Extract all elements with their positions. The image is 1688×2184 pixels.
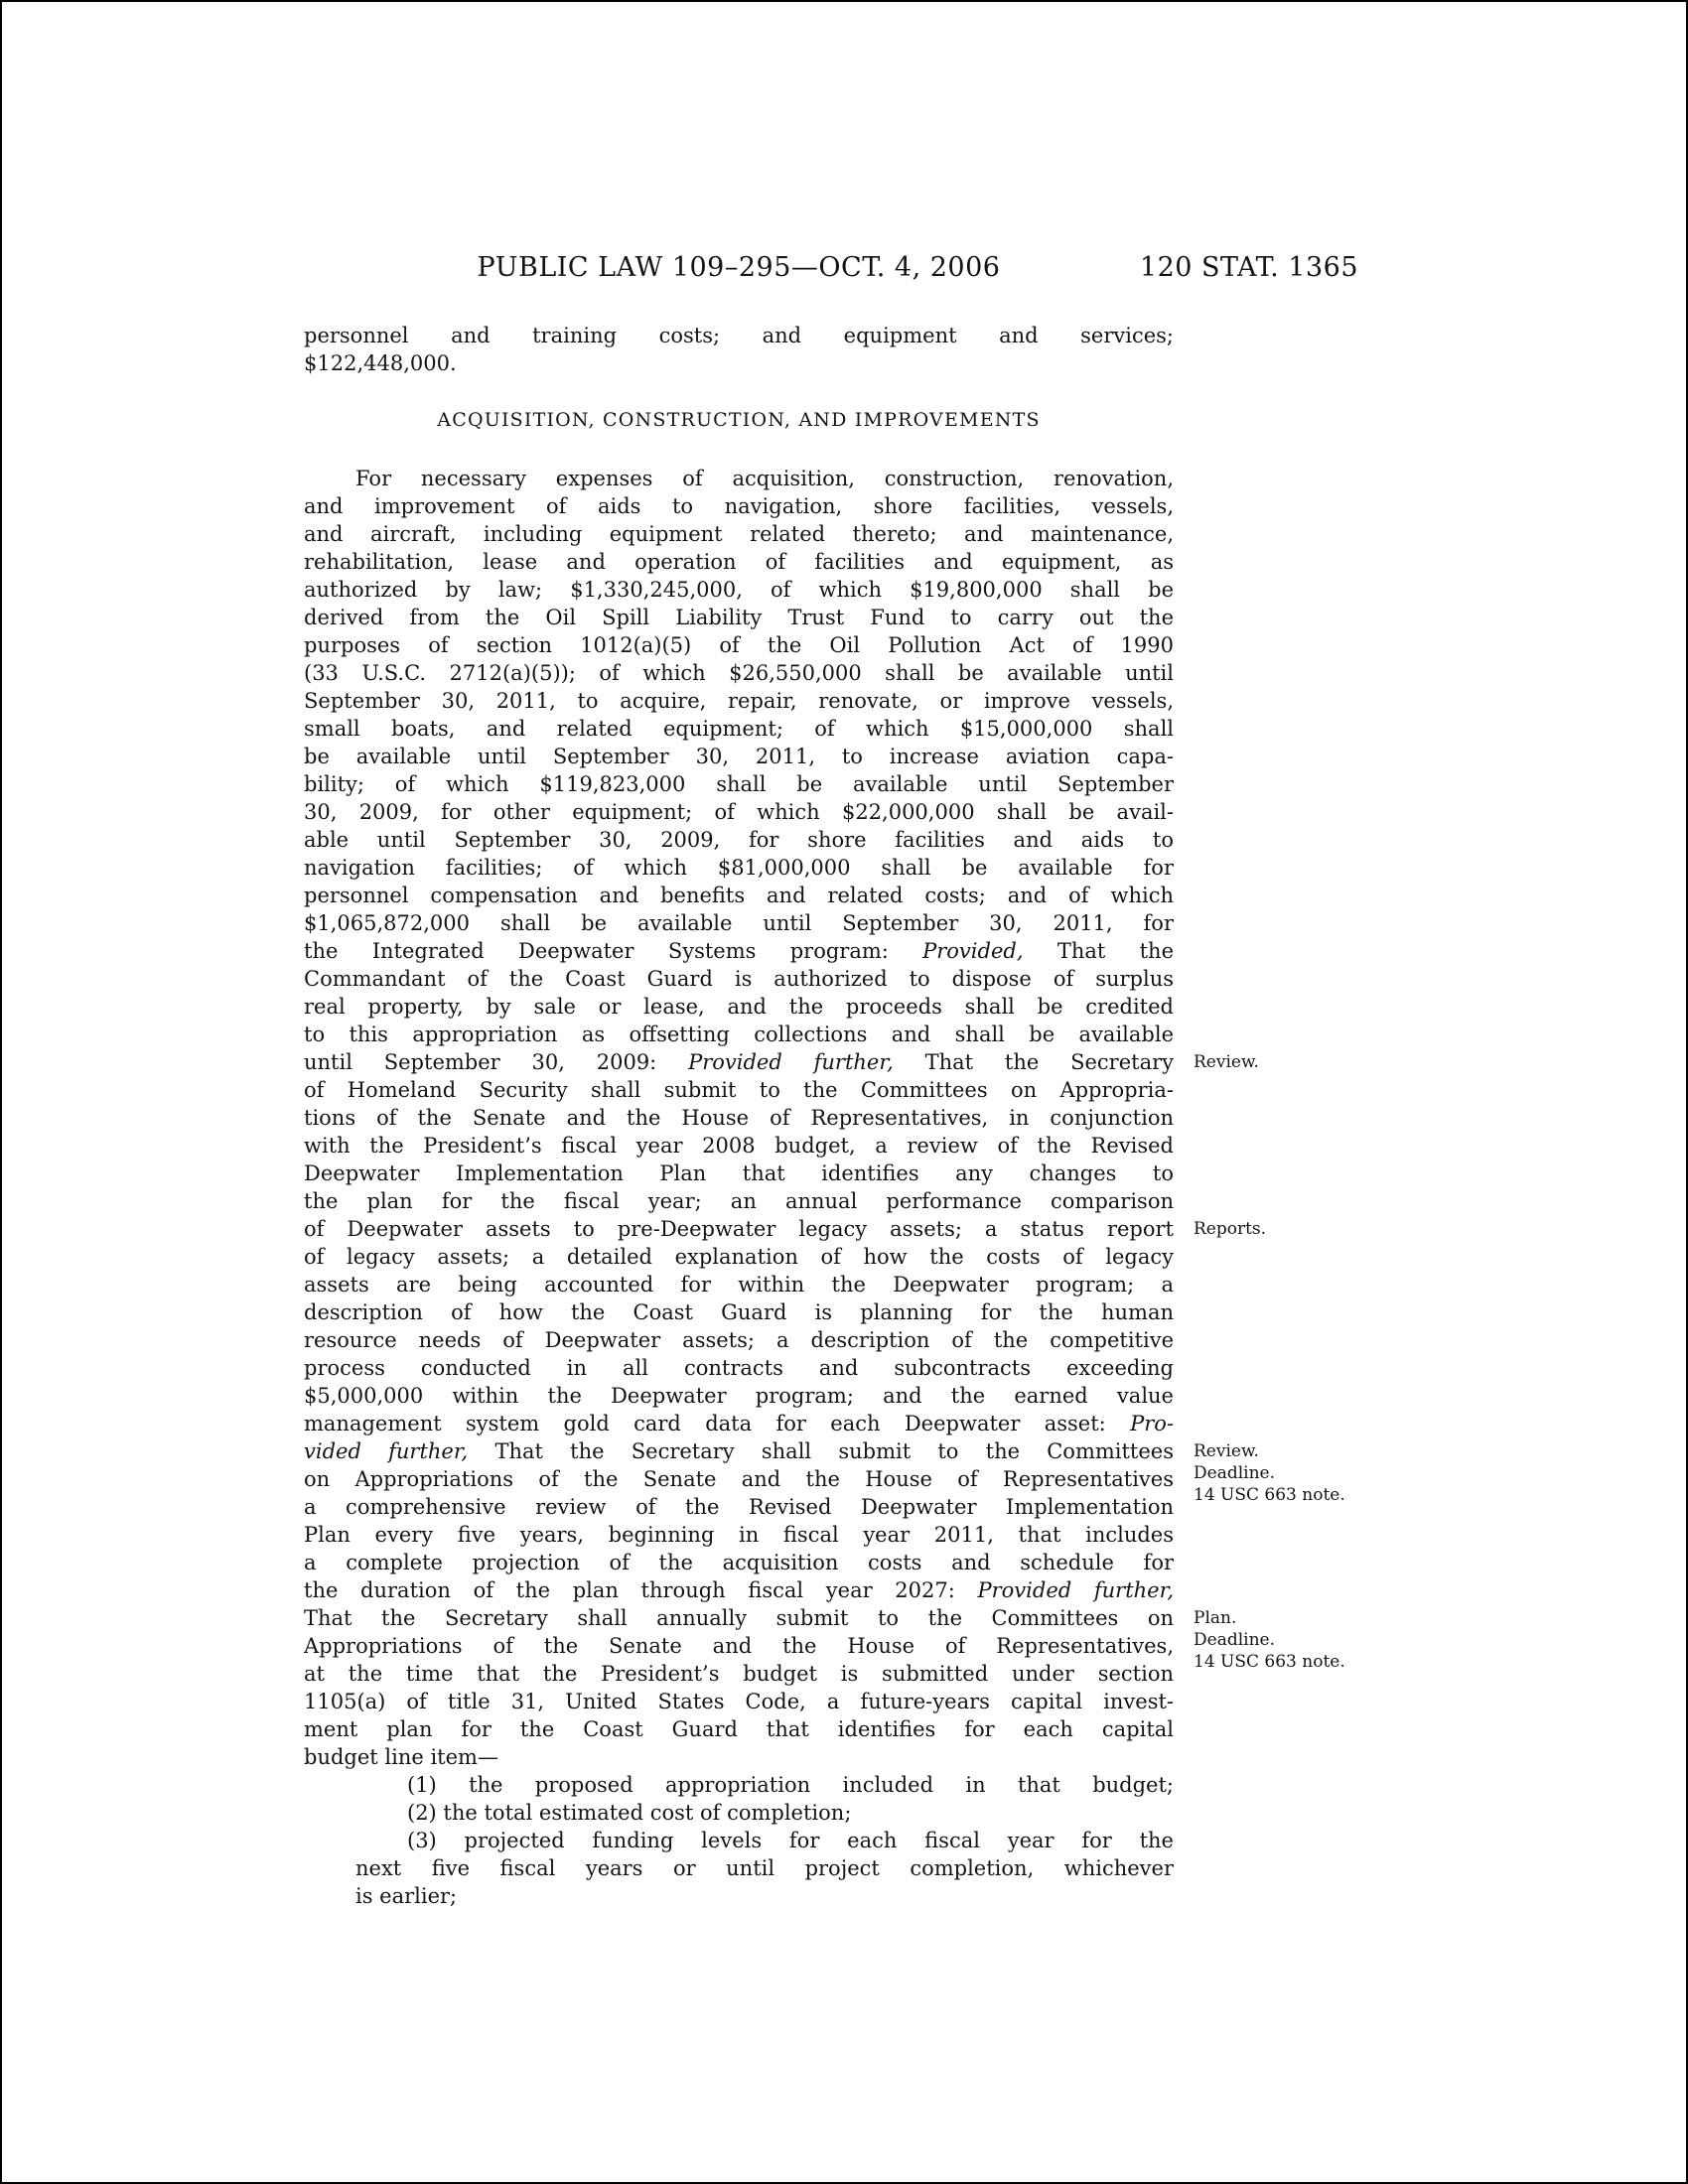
text-line: until September 30, 2009: Provided further, That the Secretary [304, 1050, 1175, 1074]
text-line: authorized by law; $1,330,245,000, of which $19,800,000 shall be [304, 578, 1174, 602]
margin-note-review-deadline [1194, 1440, 1374, 1506]
text-line: Review. [1194, 1441, 1259, 1461]
text-line: a comprehensive review of the Revised Deepwater Implementation [304, 1495, 1174, 1519]
law-title: PUBLIC LAW 109–295—OCT. 4, 2006 [477, 252, 1001, 283]
text-line: resource needs of Deepwater assets; a description of the competitive [304, 1328, 1174, 1352]
text-line: Deepwater Implementation Plan that identifies any changes to [304, 1161, 1174, 1185]
text-line: (1) the proposed appropriation included in that budget; [407, 1773, 1174, 1797]
text-line: personnel and training costs; and equipment and services; [304, 324, 1174, 347]
body-text-column [304, 322, 1174, 1910]
text-line: purposes of section 1012(a)(5) of the Oil Pollution Act of 1990 [304, 633, 1174, 657]
text-line: on Appropriations of the Senate and the House of Representatives [304, 1467, 1174, 1491]
stat-page-number: 120 STAT. 1365 [1139, 252, 1358, 283]
text-line: personnel compensation and benefits and related costs; and of which [304, 884, 1174, 907]
text-line: Review. [1194, 1052, 1259, 1072]
text-line: Plan every five years, beginning in fiscal year 2011, that includes [304, 1523, 1174, 1547]
text-line: 14 USC 663 note. [1194, 1485, 1345, 1505]
text-line: 1105(a) of title 31, United States Code, a future-years capital invest- [304, 1690, 1174, 1713]
text-line: process conducted in all contracts and subcontracts exceeding [304, 1356, 1174, 1380]
text-line: 14 USC 663 note. [1194, 1652, 1345, 1672]
text-line: assets are being accounted for within the Deepwater program; a [304, 1273, 1174, 1297]
text-line: the Integrated Deepwater Systems program: Provided, That the [304, 939, 1174, 963]
margin-note-reports [1194, 1218, 1374, 1240]
text-line: $1,065,872,000 shall be available until September 30, 2011, for [304, 911, 1174, 935]
text-line: budget line item— [304, 1745, 498, 1769]
text-line: navigation facilities; of which $81,000,000 shall be available for [304, 856, 1174, 880]
text-line: small boats, and related equipment; of which $15,000,000 shall [304, 717, 1174, 741]
text-line: of legacy assets; a detailed explanation of how the costs of legacy [304, 1245, 1174, 1269]
text-line: That the Secretary shall annually submit to the Committees on [304, 1606, 1174, 1630]
text-line: description of how the Coast Guard is planning for the human [304, 1300, 1174, 1324]
text-line: $5,000,000 within the Deepwater program; and the earned value [304, 1384, 1174, 1408]
text-line: (33 U.S.C. 2712(a)(5)); of which $26,550,000 shall be available until [304, 661, 1174, 685]
text-line: and aircraft, including equipment related thereto; and maintenance, [304, 522, 1174, 546]
text-line: tions of the Senate and the House of Representatives, in conjunction [304, 1106, 1174, 1130]
list-item-1 [304, 1771, 1174, 1799]
text-line: be available until September 30, 2011, to increase aviation capa- [304, 745, 1174, 768]
running-head [304, 252, 1358, 288]
text-line: real property, by sale or lease, and the proceeds shall be credited [304, 995, 1174, 1019]
text-line: rehabilitation, lease and operation of facilities and equipment, as [304, 550, 1174, 574]
text-line: 30, 2009, for other equipment; of which $22,000,000 shall be avail- [304, 800, 1174, 824]
text-line: of Deepwater assets to pre-Deepwater legacy assets; a status report [304, 1217, 1174, 1241]
text-line: vided further, That the Secretary shall submit to the Committees [304, 1439, 1175, 1463]
text-line: next five fiscal years or until project completion, whichever [355, 1856, 1174, 1880]
text-line: (2) the total estimated cost of completion; [407, 1801, 852, 1825]
list-item-2 [304, 1799, 1174, 1827]
text-line: management system gold card data for each Deepwater asset: Pro- [304, 1412, 1174, 1435]
text-line: with the President’s fiscal year 2008 budget, a review of the Revised [304, 1134, 1174, 1158]
text-line: of Homeland Security shall submit to the Committees on Appropria- [304, 1078, 1174, 1102]
text-line: to this appropriation as offsetting collections and shall be available [304, 1023, 1174, 1046]
text-line: Reports. [1194, 1219, 1267, 1239]
text-line: Plan. [1194, 1608, 1237, 1628]
text-line: Appropriations of the Senate and the House of Representatives, [304, 1634, 1174, 1658]
text-line: a complete projection of the acquisition costs and schedule for [304, 1551, 1174, 1574]
section-heading: ACQUISITION, CONSTRUCTION, AND IMPROVEMENTS [437, 409, 1041, 431]
margin-note-plan-deadline [1194, 1607, 1374, 1673]
text-line: bility; of which $119,823,000 shall be available until September [304, 772, 1174, 796]
text-line: $122,448,000. [304, 351, 457, 375]
list-item-3 [304, 1827, 1174, 1910]
text-line: derived from the Oil Spill Liability Trust Fund to carry out the [304, 606, 1174, 629]
text-line: Deadline. [1194, 1463, 1275, 1483]
text-line: able until September 30, 2009, for shore facilities and aids to [304, 828, 1174, 852]
text-line: (3) projected funding levels for each fiscal year for the [407, 1829, 1174, 1852]
text-line: and improvement of aids to navigation, shore facilities, vessels, [304, 494, 1174, 518]
text-line: September 30, 2011, to acquire, repair, renovate, or improve vessels, [304, 689, 1174, 713]
text-line: is earlier; [355, 1884, 458, 1908]
text-line: at the time that the President’s budget is submitted under section [304, 1662, 1174, 1686]
intro-paragraph [304, 322, 1174, 377]
text-line: ment plan for the Coast Guard that identifies for each capital [304, 1717, 1174, 1741]
text-line: the plan for the fiscal year; an annual performance comparison [304, 1189, 1174, 1213]
margin-note-review [1194, 1051, 1374, 1073]
text-line: For necessary expenses of acquisition, construction, renovation, [355, 467, 1174, 490]
text-line: Commandant of the Coast Guard is authorized to dispose of surplus [304, 967, 1174, 991]
text-line: the duration of the plan through fiscal year 2027: Provided further, [304, 1578, 1175, 1602]
appropriation-paragraph [304, 465, 1174, 1771]
text-line: Deadline. [1194, 1630, 1275, 1650]
